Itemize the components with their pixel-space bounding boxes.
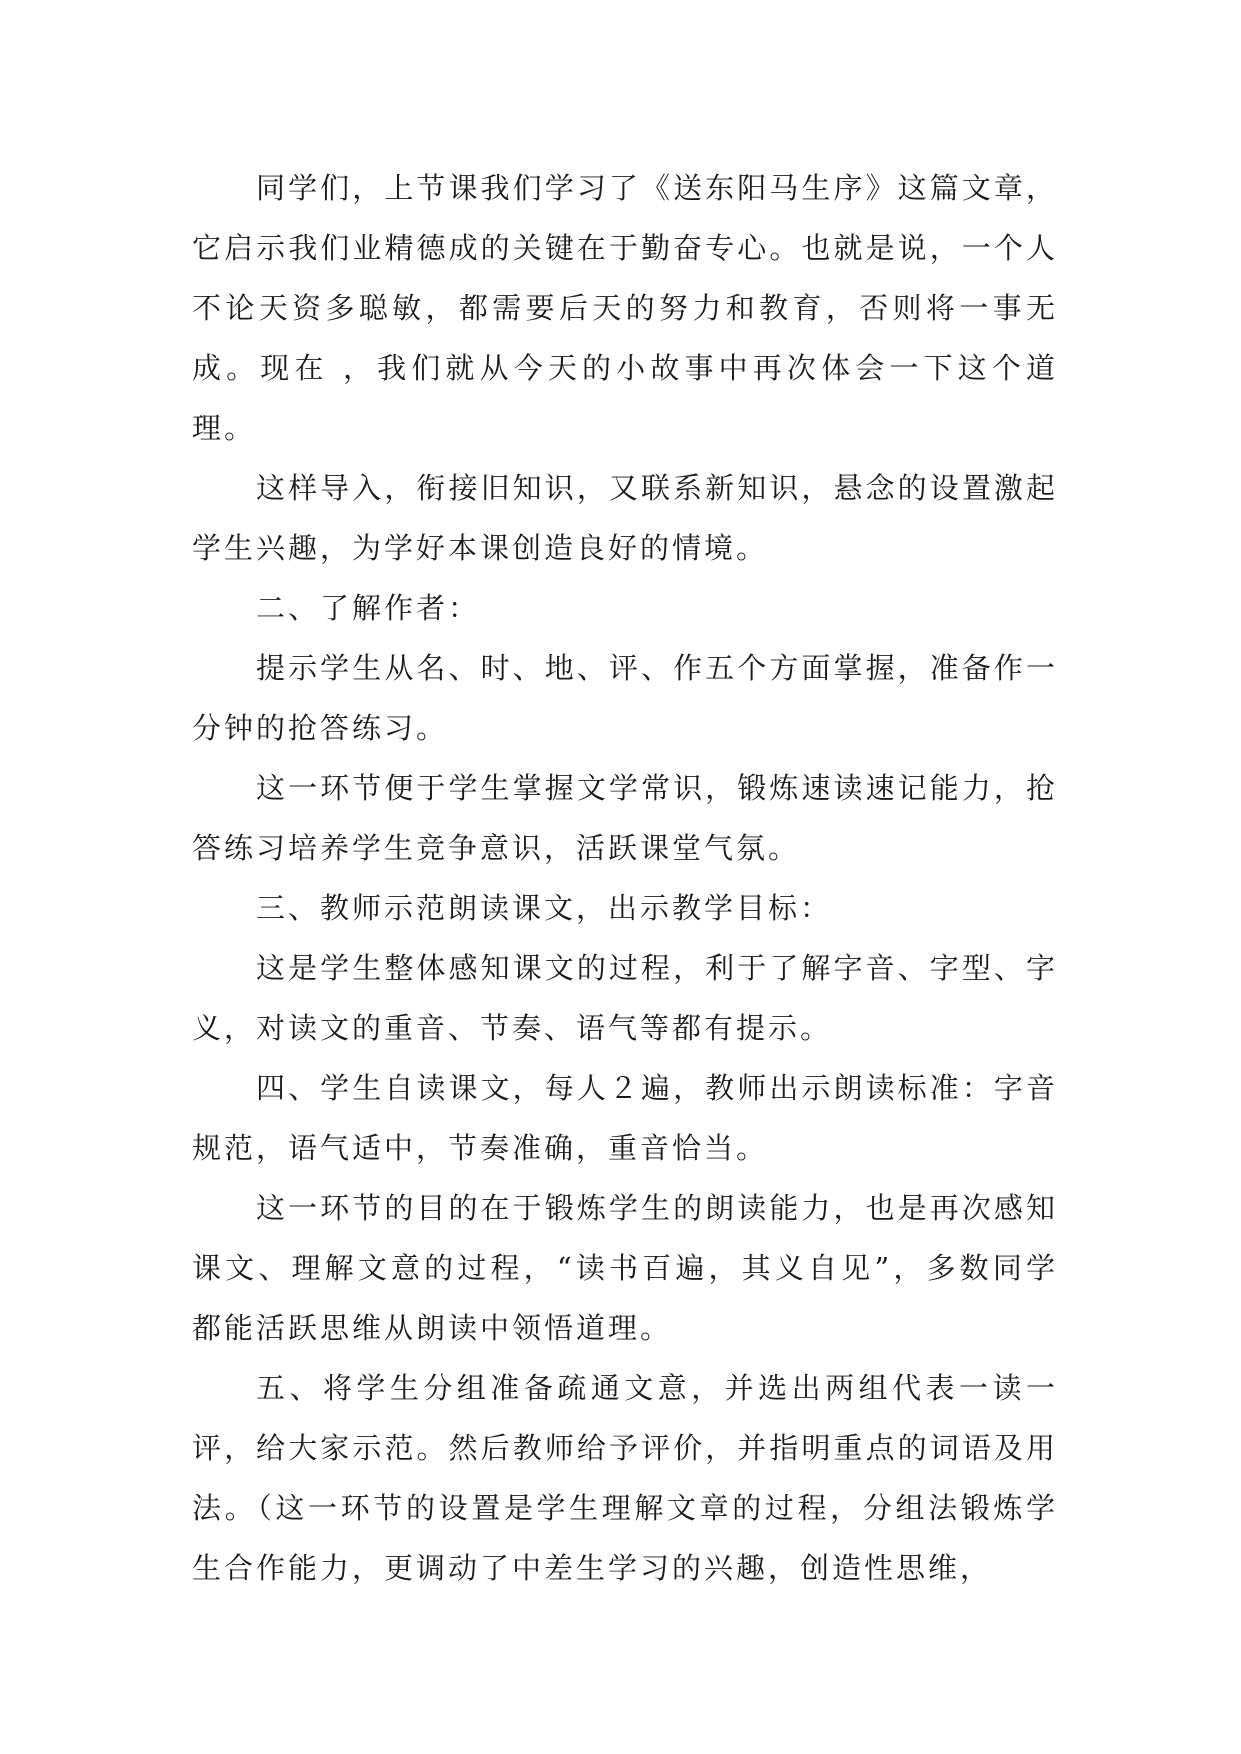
paragraph-intro-comment: 这样导入，衔接旧知识，又联系新知识，悬念的设置激起学生兴趣，为学好本课创造良好的情境。 — [192, 471, 1058, 565]
paragraph-self-reading-comment: 这一环节的目的在于锻炼学生的朗读能力，也是再次感知课文、理解文意的过程，“读书百遍，其义自见”，多数同学都能活跃思维从朗读中领悟道理。 — [192, 1191, 1058, 1345]
section-heading-group-work: 五、将学生分组准备疏通文意，并选出两组代表一读一评，给大家示范。然后教师给予评价，并指明重点的词语及用法。（这一环节的设置是学生理解文章的过程，分组法锻炼学生合作能力，更调动了中差生学习的兴趣，创造性思维， — [192, 1371, 1058, 1585]
document-body — [192, 158, 1058, 1598]
section-heading-author: 二、了解作者： — [256, 591, 481, 625]
section-heading-model-reading: 三、教师示范朗读课文，出示教学目标： — [256, 891, 833, 925]
section-heading-self-reading: 四、学生自读课文，每人２遍，教师出示朗读标准：字音规范，语气适中，节奏准确，重音恰当。 — [192, 1071, 1058, 1165]
paragraph-intro-review: 同学们，上节课我们学习了《送东阳马生序》这篇文章，它启示我们业精德成的关键在于勤奋专心。也就是说，一个人不论天资多聪敏，都需要后天的努力和教育，否则将一事无成。现在 ，我们就从今天的小故事中再次体会一下这个道理。 — [192, 171, 1058, 445]
paragraph-author-comment: 这一环节便于学生掌握文学常识，锻炼速读速记能力，抢答练习培养学生竞争意识，活跃课堂气氛。 — [192, 771, 1058, 865]
paragraph-model-reading-comment: 这是学生整体感知课文的过程，利于了解字音、字型、字义，对读文的重音、节奏、语气等都有提示。 — [192, 951, 1058, 1045]
paragraph-author-tips: 提示学生从名、时、地、评、作五个方面掌握，准备作一分钟的抢答练习。 — [192, 651, 1058, 745]
